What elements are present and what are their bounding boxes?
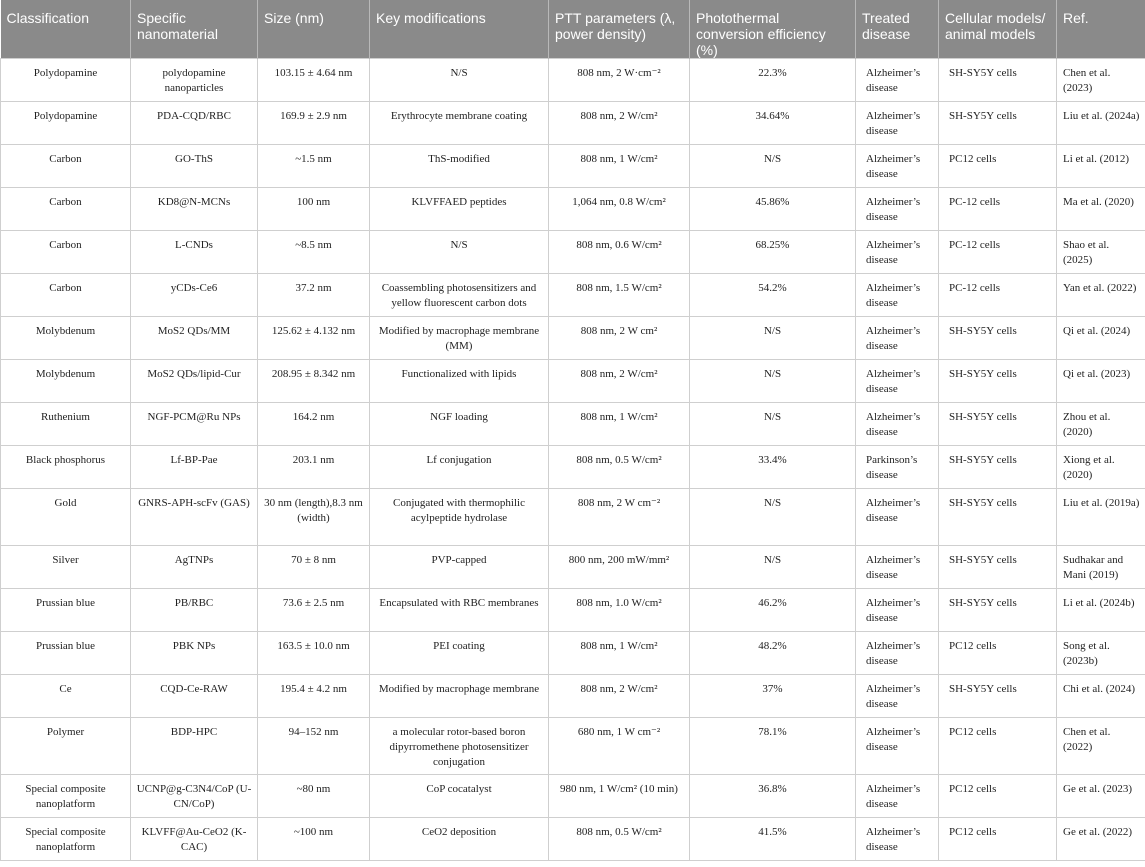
cell-size: 169.9 ± 2.9 nm [258, 102, 370, 145]
cell-classification: Molybdenum [1, 317, 131, 360]
table-row [1, 546, 1145, 589]
cell-ref: Qi et al. (2024) [1057, 317, 1145, 360]
cell-cellular-model: SH-SY5Y cells [939, 360, 1057, 403]
cell-cellular-model: SH-SY5Y cells [939, 546, 1057, 589]
table-row [1, 145, 1145, 188]
cell-specific-nanomaterial: KD8@N-MCNs [131, 188, 258, 231]
cell-specific-nanomaterial: PB/RBC [131, 589, 258, 632]
cell-ptt-parameters: 808 nm, 0.6 W/cm² [549, 231, 690, 274]
cell-classification: Black phosphorus [1, 446, 131, 489]
table-row [1, 231, 1145, 274]
cell-ptt-parameters: 808 nm, 1.0 W/cm² [549, 589, 690, 632]
cell-treated-disease: Alzheimer’s disease [856, 632, 939, 675]
cell-ptt-parameters: 808 nm, 1 W/cm² [549, 145, 690, 188]
table-row [1, 446, 1145, 489]
cell-specific-nanomaterial: PBK NPs [131, 632, 258, 675]
cell-photothermal-efficiency: N/S [690, 546, 856, 589]
cell-treated-disease: Alzheimer’s disease [856, 145, 939, 188]
cell-specific-nanomaterial: AgTNPs [131, 546, 258, 589]
cell-photothermal-efficiency: N/S [690, 317, 856, 360]
cell-size: 94–152 nm [258, 718, 370, 775]
cell-ref: Ma et al. (2020) [1057, 188, 1145, 231]
cell-classification: Special composite nanoplatform [1, 818, 131, 861]
cell-ptt-parameters: 808 nm, 2 W·cm⁻² [549, 59, 690, 102]
cell-key-modification: PEI coating [370, 632, 549, 675]
cell-specific-nanomaterial: L-CNDs [131, 231, 258, 274]
cell-classification: Carbon [1, 274, 131, 317]
cell-ref: Xiong et al. (2020) [1057, 446, 1145, 489]
cell-ptt-parameters: 808 nm, 1 W/cm² [549, 403, 690, 446]
cell-photothermal-efficiency: 36.8% [690, 775, 856, 818]
cell-ptt-parameters: 808 nm, 2 W cm² [549, 317, 690, 360]
cell-key-modification: CeO2 deposition [370, 818, 549, 861]
cell-treated-disease: Alzheimer’s disease [856, 59, 939, 102]
cell-ref: Liu et al. (2024a) [1057, 102, 1145, 145]
cell-key-modification: NGF loading [370, 403, 549, 446]
cell-size: 163.5 ± 10.0 nm [258, 632, 370, 675]
cell-cellular-model: PC12 cells [939, 145, 1057, 188]
table-row [1, 102, 1145, 145]
cell-photothermal-efficiency: 34.64% [690, 102, 856, 145]
cell-classification: Prussian blue [1, 589, 131, 632]
cell-key-modification: N/S [370, 59, 549, 102]
cell-size: 195.4 ± 4.2 nm [258, 675, 370, 718]
table-row [1, 489, 1145, 546]
cell-ref: Shao et al. (2025) [1057, 231, 1145, 274]
cell-specific-nanomaterial: PDA-CQD/RBC [131, 102, 258, 145]
cell-treated-disease: Alzheimer’s disease [856, 403, 939, 446]
cell-size: ~80 nm [258, 775, 370, 818]
cell-classification: Carbon [1, 188, 131, 231]
cell-photothermal-efficiency: 45.86% [690, 188, 856, 231]
header-ptt-parameters: PTT parameters (λ, power density) [549, 0, 690, 59]
cell-cellular-model: SH-SY5Y cells [939, 403, 1057, 446]
table-row [1, 274, 1145, 317]
table-row [1, 775, 1145, 818]
table-row [1, 589, 1145, 632]
cell-size: ~8.5 nm [258, 231, 370, 274]
cell-photothermal-efficiency: N/S [690, 403, 856, 446]
cell-specific-nanomaterial: CQD-Ce-RAW [131, 675, 258, 718]
table-row [1, 317, 1145, 360]
cell-ref: Chen et al. (2023) [1057, 59, 1145, 102]
cell-specific-nanomaterial: yCDs-Ce6 [131, 274, 258, 317]
cell-cellular-model: SH-SY5Y cells [939, 317, 1057, 360]
cell-photothermal-efficiency: 46.2% [690, 589, 856, 632]
cell-ptt-parameters: 680 nm, 1 W cm⁻² [549, 718, 690, 775]
cell-key-modification: Encapsulated with RBC membranes [370, 589, 549, 632]
cell-ref: Li et al. (2012) [1057, 145, 1145, 188]
cell-treated-disease: Alzheimer’s disease [856, 546, 939, 589]
cell-key-modification: Coassembling photosensitizers and yellow fluorescent carbon dots [370, 274, 549, 317]
cell-ref: Li et al. (2024b) [1057, 589, 1145, 632]
table-row [1, 59, 1145, 102]
cell-ptt-parameters: 808 nm, 2 W cm⁻² [549, 489, 690, 546]
cell-ptt-parameters: 808 nm, 2 W/cm² [549, 675, 690, 718]
cell-photothermal-efficiency: N/S [690, 145, 856, 188]
header-specific-nanomaterial: Specific nanomaterial [131, 0, 258, 59]
cell-size: 100 nm [258, 188, 370, 231]
cell-ptt-parameters: 808 nm, 2 W/cm² [549, 360, 690, 403]
header-cellular-models: Cellular models/ animal models [939, 0, 1057, 59]
cell-classification: Molybdenum [1, 360, 131, 403]
cell-key-modification: Erythrocyte membrane coating [370, 102, 549, 145]
cell-key-modification: KLVFFAED peptides [370, 188, 549, 231]
cell-ref: Ge et al. (2023) [1057, 775, 1145, 818]
cell-cellular-model: PC12 cells [939, 718, 1057, 775]
cell-treated-disease: Parkinson’s disease [856, 446, 939, 489]
cell-classification: Polymer [1, 718, 131, 775]
cell-photothermal-efficiency: 41.5% [690, 818, 856, 861]
cell-key-modification: Functionalized with lipids [370, 360, 549, 403]
cell-treated-disease: Alzheimer’s disease [856, 317, 939, 360]
cell-size: ~100 nm [258, 818, 370, 861]
cell-cellular-model: PC12 cells [939, 775, 1057, 818]
cell-treated-disease: Alzheimer’s disease [856, 102, 939, 145]
cell-classification: Ce [1, 675, 131, 718]
table-row [1, 188, 1145, 231]
cell-classification: Silver [1, 546, 131, 589]
cell-classification: Ruthenium [1, 403, 131, 446]
cell-size: ~1.5 nm [258, 145, 370, 188]
cell-size: 208.95 ± 8.342 nm [258, 360, 370, 403]
table-row [1, 403, 1145, 446]
cell-ref: Chen et al. (2022) [1057, 718, 1145, 775]
cell-key-modification: PVP-capped [370, 546, 549, 589]
cell-ref: Liu et al. (2019a) [1057, 489, 1145, 546]
cell-treated-disease: Alzheimer’s disease [856, 718, 939, 775]
cell-cellular-model: PC12 cells [939, 818, 1057, 861]
cell-size: 37.2 nm [258, 274, 370, 317]
cell-size: 103.15 ± 4.64 nm [258, 59, 370, 102]
cell-cellular-model: SH-SY5Y cells [939, 102, 1057, 145]
cell-ptt-parameters: 808 nm, 1.5 W/cm² [549, 274, 690, 317]
cell-key-modification: Modified by macrophage membrane [370, 675, 549, 718]
cell-photothermal-efficiency: N/S [690, 360, 856, 403]
header-key-modifications: Key modifications [370, 0, 549, 59]
cell-treated-disease: Alzheimer’s disease [856, 675, 939, 718]
cell-size: 30 nm (length),8.3 nm (width) [258, 489, 370, 546]
cell-photothermal-efficiency: 54.2% [690, 274, 856, 317]
cell-classification: Prussian blue [1, 632, 131, 675]
cell-treated-disease: Alzheimer’s disease [856, 274, 939, 317]
cell-size: 125.62 ± 4.132 nm [258, 317, 370, 360]
cell-photothermal-efficiency: 22.3% [690, 59, 856, 102]
cell-cellular-model: SH-SY5Y cells [939, 446, 1057, 489]
cell-photothermal-efficiency: N/S [690, 489, 856, 546]
cell-ptt-parameters: 808 nm, 1 W/cm² [549, 632, 690, 675]
cell-treated-disease: Alzheimer’s disease [856, 775, 939, 818]
cell-specific-nanomaterial: NGF-PCM@Ru NPs [131, 403, 258, 446]
cell-ref: Qi et al. (2023) [1057, 360, 1145, 403]
cell-specific-nanomaterial: Lf-BP-Pae [131, 446, 258, 489]
cell-treated-disease: Alzheimer’s disease [856, 360, 939, 403]
cell-size: 203.1 nm [258, 446, 370, 489]
cell-cellular-model: SH-SY5Y cells [939, 589, 1057, 632]
cell-key-modification: Lf conjugation [370, 446, 549, 489]
cell-ptt-parameters: 1,064 nm, 0.8 W/cm² [549, 188, 690, 231]
cell-size: 73.6 ± 2.5 nm [258, 589, 370, 632]
cell-key-modification: Conjugated with thermophilic acylpeptide hydrolase [370, 489, 549, 546]
cell-key-modification: ThS-modified [370, 145, 549, 188]
cell-key-modification: CoP cocatalyst [370, 775, 549, 818]
table-row [1, 675, 1145, 718]
cell-cellular-model: SH-SY5Y cells [939, 59, 1057, 102]
cell-photothermal-efficiency: 78.1% [690, 718, 856, 775]
cell-photothermal-efficiency: 68.25% [690, 231, 856, 274]
cell-treated-disease: Alzheimer’s disease [856, 231, 939, 274]
cell-specific-nanomaterial: polydopamine nanoparticles [131, 59, 258, 102]
table-row [1, 632, 1145, 675]
cell-ref: Yan et al. (2022) [1057, 274, 1145, 317]
cell-ptt-parameters: 808 nm, 0.5 W/cm² [549, 446, 690, 489]
cell-treated-disease: Alzheimer’s disease [856, 489, 939, 546]
cell-cellular-model: PC-12 cells [939, 188, 1057, 231]
cell-specific-nanomaterial: BDP-HPC [131, 718, 258, 775]
cell-treated-disease: Alzheimer’s disease [856, 188, 939, 231]
cell-ref: Chi et al. (2024) [1057, 675, 1145, 718]
cell-ref: Zhou et al. (2020) [1057, 403, 1145, 446]
table-row [1, 818, 1145, 861]
cell-ptt-parameters: 800 nm, 200 mW/mm² [549, 546, 690, 589]
cell-classification: Special composite nanoplatform [1, 775, 131, 818]
header-size: Size (nm) [258, 0, 370, 59]
cell-ref: Sudhakar and Mani (2019) [1057, 546, 1145, 589]
table-body [1, 59, 1145, 861]
cell-classification: Polydopamine [1, 102, 131, 145]
cell-specific-nanomaterial: MoS2 QDs/lipid-Cur [131, 360, 258, 403]
cell-classification: Polydopamine [1, 59, 131, 102]
cell-specific-nanomaterial: MoS2 QDs/MM [131, 317, 258, 360]
cell-specific-nanomaterial: GNRS-APH-scFv (GAS) [131, 489, 258, 546]
cell-specific-nanomaterial: KLVFF@Au-CeO2 (K-CAC) [131, 818, 258, 861]
cell-classification: Gold [1, 489, 131, 546]
header-row [1, 0, 1145, 59]
cell-treated-disease: Alzheimer’s disease [856, 589, 939, 632]
cell-key-modification: N/S [370, 231, 549, 274]
header-treated-disease: Treated disease [856, 0, 939, 59]
cell-specific-nanomaterial: GO-ThS [131, 145, 258, 188]
cell-specific-nanomaterial: UCNP@g-C3N4/CoP (U-CN/CoP) [131, 775, 258, 818]
cell-cellular-model: SH-SY5Y cells [939, 489, 1057, 546]
cell-classification: Carbon [1, 231, 131, 274]
cell-ref: Ge et al. (2022) [1057, 818, 1145, 861]
cell-cellular-model: PC-12 cells [939, 231, 1057, 274]
header-photothermal-efficiency: Photothermal conversion efficiency (%) [690, 0, 856, 59]
cell-treated-disease: Alzheimer’s disease [856, 818, 939, 861]
cell-ptt-parameters: 808 nm, 2 W/cm² [549, 102, 690, 145]
cell-ref: Song et al. (2023b) [1057, 632, 1145, 675]
cell-ptt-parameters: 808 nm, 0.5 W/cm² [549, 818, 690, 861]
cell-cellular-model: SH-SY5Y cells [939, 675, 1057, 718]
header-ref: Ref. [1057, 0, 1145, 59]
cell-photothermal-efficiency: 48.2% [690, 632, 856, 675]
cell-cellular-model: PC-12 cells [939, 274, 1057, 317]
cell-classification: Carbon [1, 145, 131, 188]
cell-photothermal-efficiency: 33.4% [690, 446, 856, 489]
cell-ptt-parameters: 980 nm, 1 W/cm² (10 min) [549, 775, 690, 818]
cell-cellular-model: PC12 cells [939, 632, 1057, 675]
table-row [1, 360, 1145, 403]
header-classification: Classification [1, 0, 131, 59]
cell-size: 164.2 nm [258, 403, 370, 446]
cell-key-modification: Modified by macrophage membrane (MM) [370, 317, 549, 360]
cell-key-modification: a molecular rotor-based boron dipyrromethene photosensitizer conjugation [370, 718, 549, 775]
table-row [1, 718, 1145, 775]
cell-photothermal-efficiency: 37% [690, 675, 856, 718]
cell-size: 70 ± 8 nm [258, 546, 370, 589]
